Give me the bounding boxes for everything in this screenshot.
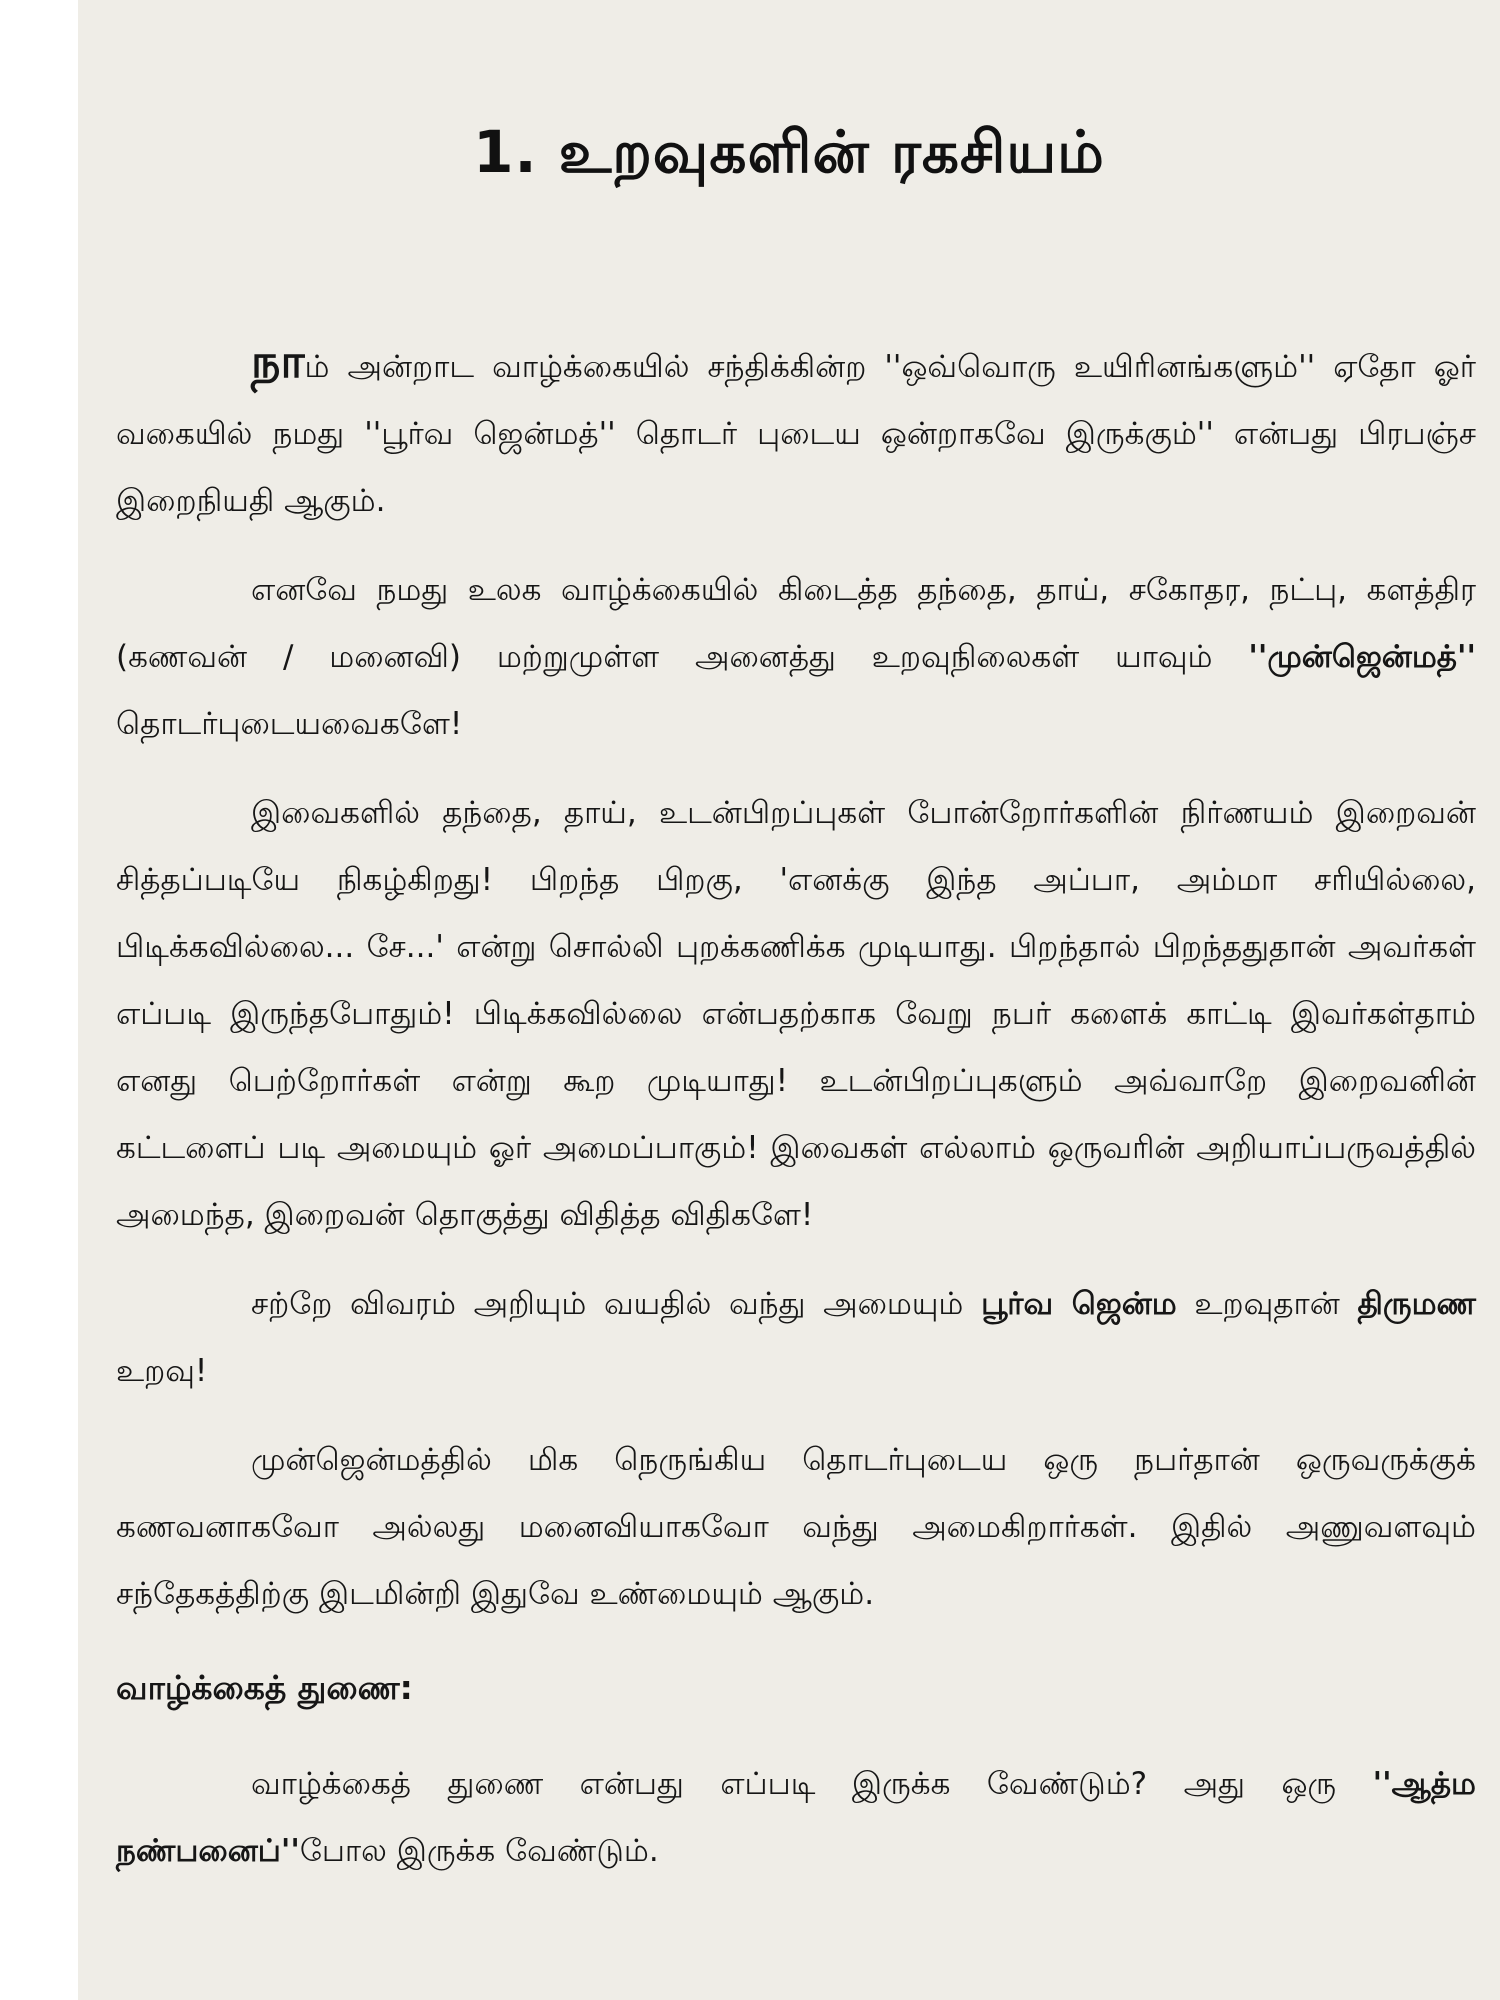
paragraph-5 [116, 1427, 1476, 1628]
paragraph-3-text: இவைகளில் தந்தை, தாய், உடன்பிறப்புகள் போன்றோர்களின் நிர்ணயம் இறைவன் சித்தப்படியே நிகழ்கிறது! பிறந்த பிறகு, 'எனக்கு இந்த அப்பா, அம்மா சரியில்லை, பிடிக்கவில்லை... சே...' என்று சொல்லி புறக்கணிக்க முடியாது. பிறந்தால் பிறந்ததுதான் அவர்கள் எப்படி இருந்தபோதும்! பிடிக்கவில்லை என்பதற்காக வேறு நபர் களைக் காட்டி இவர்கள்தாம் எனது பெற்றோர்கள் என்று கூற முடியாது! உடன்பிறப்புகளும் அவ்வாறே இறைவனின் கட்டளைப் படி அமையும் ஓர் அமைப்பாகும்! இவைகள் எல்லாம் ஒருவரின் அறியாப்பருவத்தில் அமைந்த, இறைவன் தொகுத்து விதித்த விதிகளே! [116, 795, 1476, 1233]
chapter-body [116, 328, 1476, 1907]
paragraph-6-text-end: போல இருக்க வேண்டும். [299, 1833, 659, 1869]
paragraph-2-text-end: தொடர்புடையவைகளே! [116, 706, 463, 742]
paragraph-6-emphasis: ''ஆத்ம நண்பனைப்'' [116, 1766, 1476, 1869]
paragraph-2 [116, 557, 1476, 758]
paragraph-4-text-mid: உறவுதான் [1176, 1286, 1358, 1322]
paragraph-5-text: முன்ஜென்மத்தில் மிக நெருங்கிய தொடர்புடைய ஒரு நபர்தான் ஒருவருக்குக் கணவனாகவோ அல்லது மனைவியாகவோ வந்து அமைகிறார்கள். இதில் அணுவளவும் சந்தேகத்திற்கு இடமின்றி இதுவே உண்மையும் ஆகும். [116, 1442, 1476, 1612]
paragraph-4-text-end: உறவு! [116, 1353, 208, 1389]
paragraph-6-text: வாழ்க்கைத் துணை என்பது எப்படி இருக்க வேண்டும்? அது ஒரு [251, 1766, 1373, 1802]
chapter-title: 1. உறவுகளின் ரகசியம் [473, 118, 1105, 186]
paragraph-1-text: ம் அன்றாட வாழ்க்கையில் சந்திக்கின்ற ''ஒவ்வொரு உயிரினங்களும்'' ஏதோ ஓர் வகையில் நமது ''பூர்வ ஜென்மத்'' தொடர் புடைய ஒன்றாகவே இருக்கும்'' என்பது பிரபஞ்ச இறைநியதி ஆகும். [116, 349, 1476, 519]
drop-cap: நா [251, 334, 305, 388]
paragraph-4 [116, 1271, 1476, 1405]
paragraph-1 [116, 328, 1476, 535]
paragraph-4-emphasis: பூர்வ ஜென்ம [981, 1286, 1177, 1322]
paragraph-3 [116, 780, 1476, 1249]
paragraph-4-emphasis-2: திருமண [1357, 1286, 1476, 1322]
paragraph-2-emphasis: ''முன்ஜென்மத்'' [1248, 639, 1476, 675]
paragraph-2-text: எனவே நமது உலக வாழ்க்கையில் கிடைத்த தந்தை, தாய், சகோதர, நட்பு, களத்திர (கணவன் / மனைவி) மற்றுமுள்ள அனைத்து உறவுநிலைகள் யாவும் [116, 572, 1476, 675]
paragraph-6 [116, 1751, 1476, 1885]
section-heading: வாழ்க்கைத் துணை: [116, 1668, 413, 1707]
paragraph-4-text: சற்றே விவரம் அறியும் வயதில் வந்து அமையும் [251, 1286, 982, 1322]
book-page [78, 0, 1500, 2000]
left-page-margin [0, 0, 78, 2000]
